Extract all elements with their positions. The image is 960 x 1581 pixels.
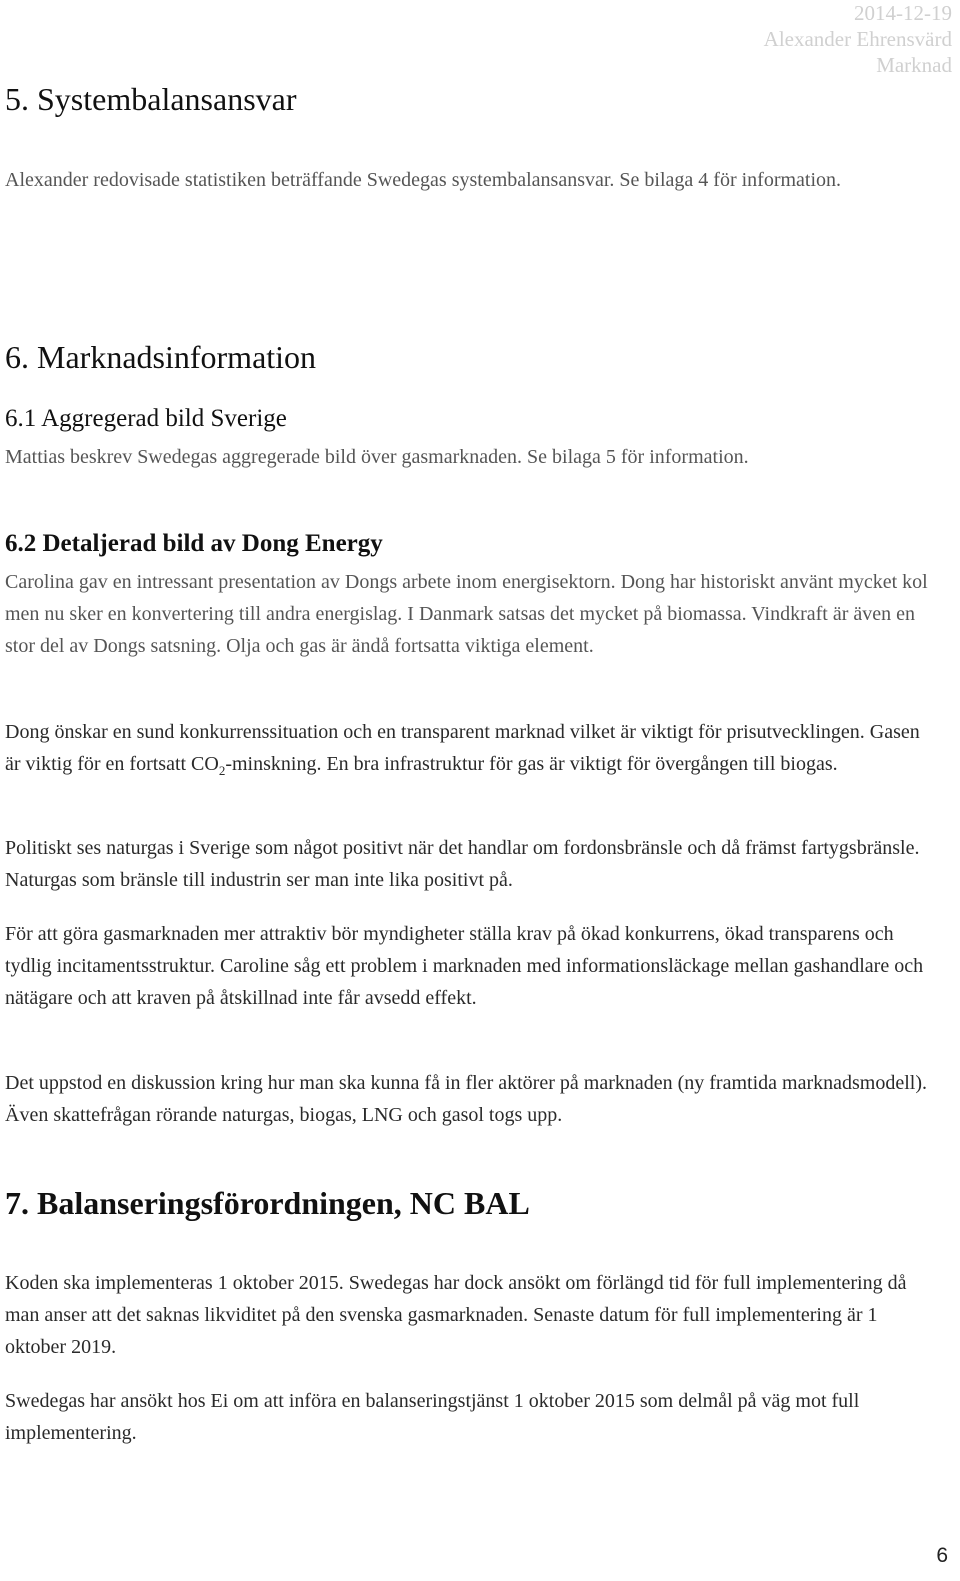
heading-section-6: 6. Marknadsinformation xyxy=(5,339,317,375)
heading-section-5: 5. Systembalansansvar xyxy=(5,81,297,117)
paragraph-6-2-3: Politiskt ses naturgas i Sverige som något positivt när det handlar om fordonsbränsle och då främst fartygsbränsle. Naturgas som bränsle till industrin ser man inte lika positivt på. xyxy=(5,837,920,891)
header-section: Marknad xyxy=(876,53,952,77)
heading-6-1: 6.1 Aggregerad bild Sverige xyxy=(5,405,287,432)
paragraph-6-2-2-part-b: -minskning. En bra infrastruktur för gas är viktigt för övergången till biogas. xyxy=(225,753,838,775)
paragraph-6-2-5: Det uppstod en diskussion kring hur man ska kunna få in fler aktörer på marknaden (ny framtida marknadsmodell). Även skattefrågan rörande naturgas, biogas, LNG och gasol togs upp. xyxy=(5,1072,927,1126)
paragraph-s5-1: Alexander redovisade statistiken beträffande Swedegas systembalansansvar. Se bilaga 4 för information. xyxy=(5,169,842,191)
paragraph-6-2-2 xyxy=(5,716,940,780)
paragraph-6-2-1: Carolina gav en intressant presentation av Dongs arbete inom energisektorn. Dong har historiskt använt mycket kol men nu sker en konvertering till andra energislag. I Danmark satsas det mycket på biomassa. Vindkraft är även en stor del av Dongs satsning. Olja och gas är ändå fortsatta viktiga element. xyxy=(5,571,928,657)
page-number: 6 xyxy=(936,1544,948,1567)
co2-subscript: 2 xyxy=(218,763,226,778)
paragraph-6-2-2-part-a: Dong önskar en sund konkurrenssituation och en transparent marknad vilket är viktigt för prisutvecklingen. Gasen är viktig för en fortsatt CO xyxy=(5,721,920,775)
paragraph-6-2-4: För att göra gasmarknaden mer attraktiv bör myndigheter ställa krav på ökad konkurrens, ökad transparens och tydlig incitamentsstruktur. Caroline såg ett problem i marknaden med informationsläckage mellan gashandlare och nätägare och att kraven på åtskillnad inte får avsedd effekt. xyxy=(5,923,924,1009)
heading-section-7: 7. Balanseringsförordningen, NC BAL xyxy=(5,1185,530,1221)
paragraph-6-1: Mattias beskrev Swedegas aggregerade bild över gasmarknaden. Se bilaga 5 för information. xyxy=(5,446,749,468)
header-author: Alexander Ehrensvärd xyxy=(763,27,952,51)
heading-6-2: 6.2 Detaljerad bild av Dong Energy xyxy=(5,530,383,557)
paragraph-s7-2: Swedegas har ansökt hos Ei om att införa en balanseringstjänst 1 oktober 2015 som delmål på väg mot full implementering. xyxy=(5,1390,860,1444)
page-header xyxy=(764,0,952,78)
paragraph-s7-1: Koden ska implementeras 1 oktober 2015. Swedegas har dock ansökt om förlängd tid för full implementering då man anser att det saknas likviditet på den svenska gasmarknaden. Senaste datum för full implementering är 1 oktober 2019. xyxy=(5,1272,907,1358)
header-date: 2014-12-19 xyxy=(854,1,952,25)
